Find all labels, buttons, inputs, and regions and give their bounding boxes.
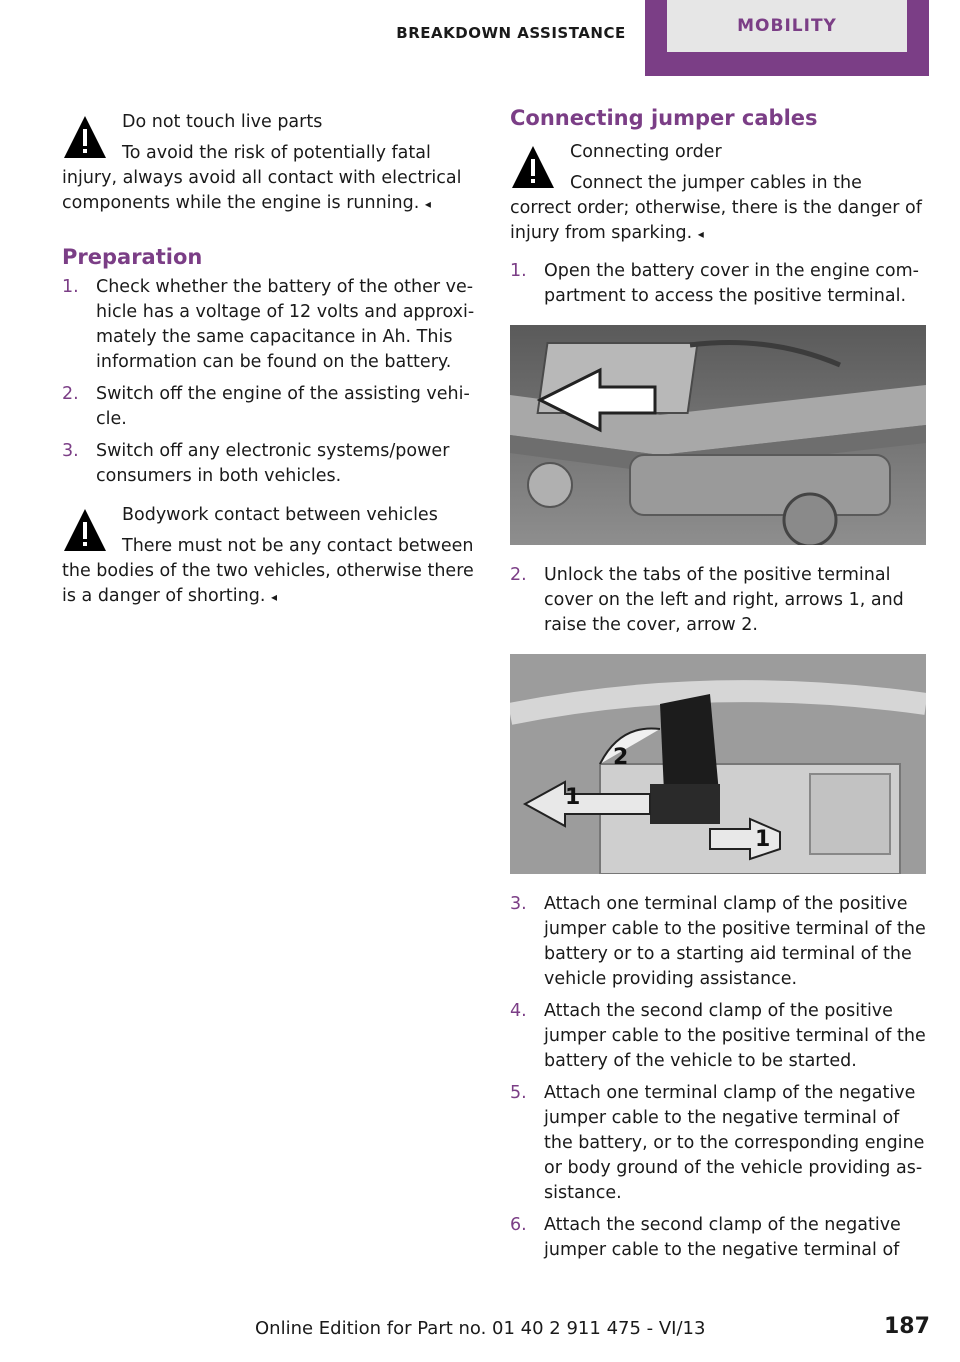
right-column [510, 106, 928, 1270]
warning-triangle-icon [62, 507, 108, 553]
left-column [62, 106, 480, 620]
list-number: 2. [62, 384, 79, 404]
connecting-heading: Connecting jumper cables [510, 106, 818, 130]
list-text: Unlock the tabs of the positive terminal cover on the left and right, arrows 1, and raise the cover, arrow 2. [544, 565, 904, 635]
list-item [510, 1213, 928, 1263]
warning-bodywork-contact [62, 503, 480, 610]
warning-title: Connecting order [570, 142, 722, 162]
terminal-cover-illustration [510, 654, 926, 874]
list-text: Check whether the battery of the other vehicle has a voltage of 12 volts and approximately the same capacitance in Ah. This information can be found on the battery. [96, 277, 475, 372]
list-number: 1. [62, 277, 79, 297]
section-title: BREAKDOWN ASSISTANCE [396, 24, 626, 42]
warning-live-parts [62, 110, 480, 217]
list-number: 3. [510, 894, 527, 914]
list-text: Open the battery cover in the engine compartment to access the positive terminal. [544, 261, 919, 306]
list-number: 5. [510, 1083, 527, 1103]
list-number: 3. [62, 441, 79, 461]
end-mark: ◂ [424, 197, 431, 211]
list-number: 6. [510, 1215, 527, 1235]
arrow-label-1-left: 1 [565, 785, 581, 810]
list-item [510, 259, 928, 309]
warning-triangle-icon [510, 144, 556, 190]
warning-connecting-order [510, 140, 928, 247]
page-number: 187 [884, 1314, 930, 1339]
list-item [510, 563, 928, 638]
list-text: Attach the second clamp of the negative jumper cable to the negative terminal of [544, 1215, 901, 1260]
list-item [62, 275, 480, 375]
list-item [510, 999, 928, 1074]
list-item [62, 439, 480, 489]
list-number: 1. [510, 261, 527, 281]
arrow-label-1-right: 1 [755, 827, 771, 852]
list-text: Attach one terminal clamp of the positive jumper cable to the positive terminal of the battery or to a starting aid terminal of the vehicle providing assistance. [544, 894, 926, 989]
engine-compartment-illustration [510, 325, 926, 545]
list-text: Switch off any electronic systems/power consumers in both vehicles. [96, 441, 450, 486]
list-item [62, 382, 480, 432]
list-item [510, 1081, 928, 1206]
warning-title: Bodywork contact between vehicles [122, 505, 438, 525]
arrow-label-2: 2 [613, 745, 629, 770]
preparation-list [62, 275, 480, 489]
warning-triangle-icon [62, 114, 108, 160]
warning-body: Connect the jumper cables in the correct order; otherwise, there is the danger of injury from sparking. ◂ [510, 173, 922, 243]
terminal-cover-image [510, 654, 926, 874]
list-number: 2. [510, 565, 527, 585]
end-mark: ◂ [271, 590, 278, 604]
warning-body: To avoid the risk of potentially fatal injury, always avoid all contact with electrical components while the engine is running. ◂ [62, 143, 462, 213]
list-number: 4. [510, 1001, 527, 1021]
list-text: Attach one terminal clamp of the negative jumper cable to the negative terminal of the battery, or to the corresponding engine or body ground of the vehicle providing assistance. [544, 1083, 925, 1203]
warning-body: There must not be any contact between the bodies of the two vehicles, otherwise there is a danger of shorting. ◂ [62, 536, 474, 606]
preparation-heading: Preparation [62, 245, 203, 269]
end-mark: ◂ [697, 227, 704, 241]
warning-title: Do not touch live parts [122, 112, 323, 132]
list-item [510, 892, 928, 992]
list-text: Attach the second clamp of the positive jumper cable to the positive terminal of the battery of the vehicle to be started. [544, 1001, 926, 1071]
engine-compartment-image [510, 325, 926, 545]
list-text: Switch off the engine of the assisting vehicle. [96, 384, 470, 429]
chapter-tab-label: MOBILITY [667, 0, 907, 52]
chapter-tab[interactable] [645, 0, 929, 76]
footer-edition: Online Edition for Part no. 01 40 2 911 475 - VI/13 [255, 1318, 706, 1339]
